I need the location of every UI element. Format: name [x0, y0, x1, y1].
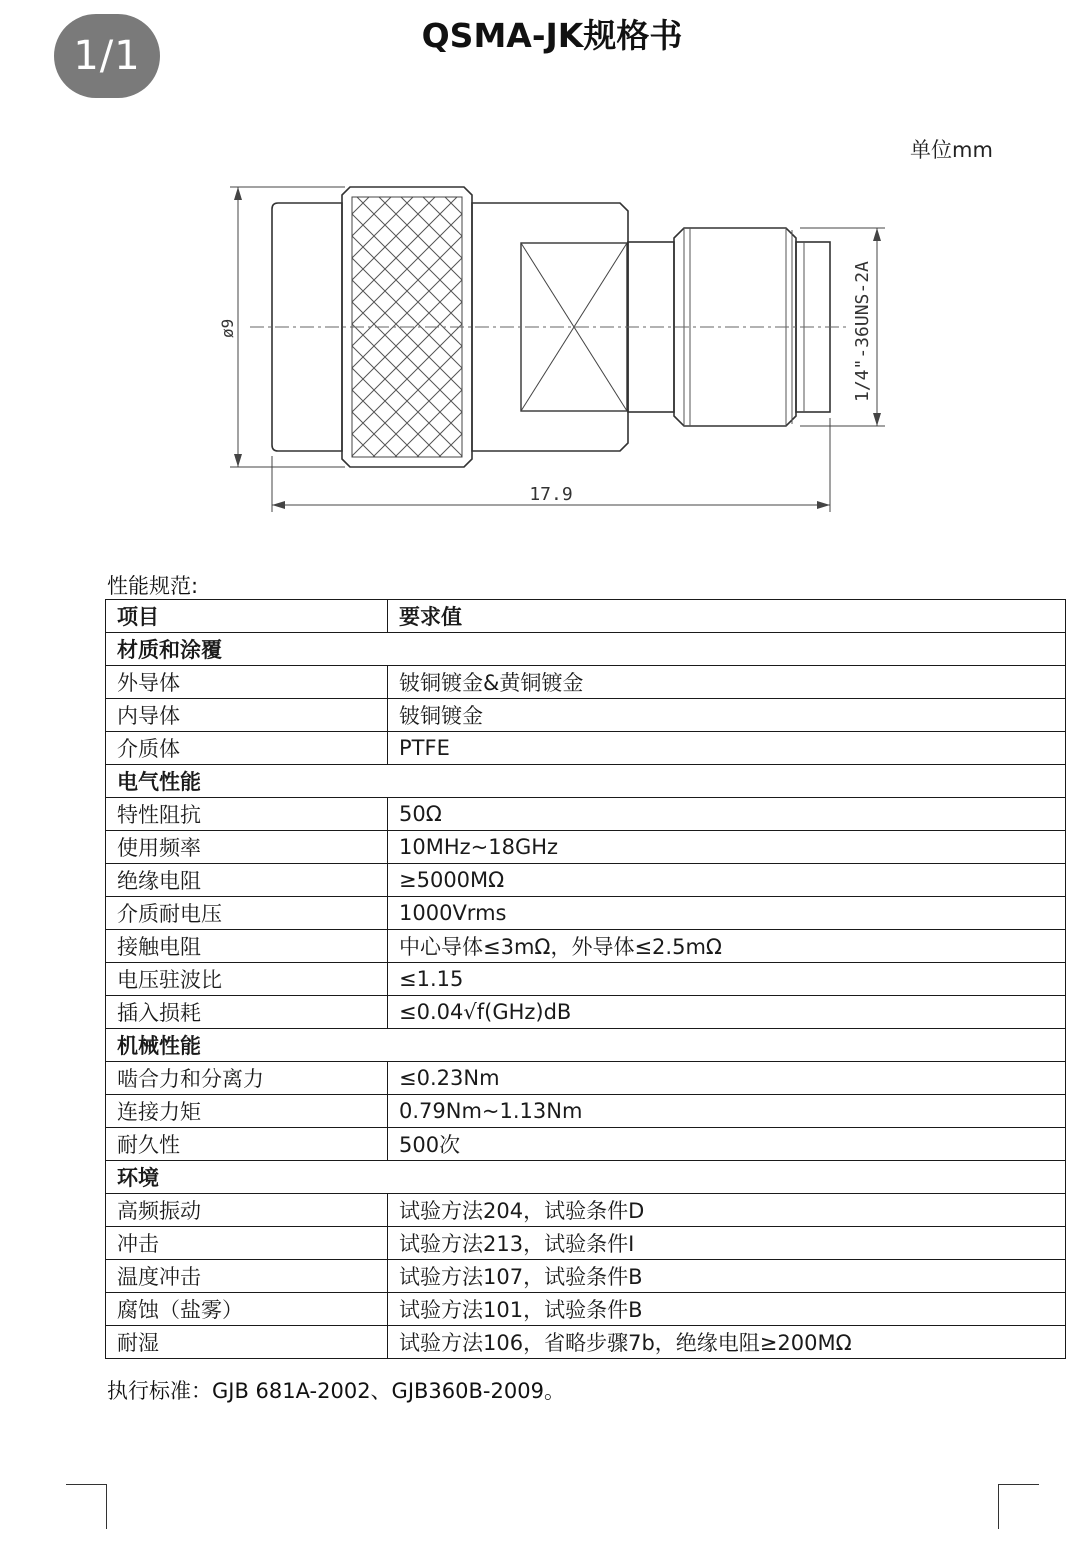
length-label: 17.9 — [529, 484, 573, 505]
table-row — [106, 930, 1066, 963]
value-cell: 50Ω — [388, 798, 1066, 831]
item-cell: 电压驻波比 — [106, 963, 388, 996]
table-row — [106, 864, 1066, 897]
value-cell: 试验方法204，试验条件D — [388, 1194, 1066, 1227]
item-cell: 使用频率 — [106, 831, 388, 864]
item-cell: 绝缘电阻 — [106, 864, 388, 897]
value-cell: 0.79Nm~1.13Nm — [388, 1095, 1066, 1128]
value-cell: ≤1.15 — [388, 963, 1066, 996]
value-cell: 500次 — [388, 1128, 1066, 1161]
table-row — [106, 1326, 1066, 1359]
value-cell: 铍铜镀金&黄铜镀金 — [388, 666, 1066, 699]
item-cell: 腐蚀（盐雾） — [106, 1293, 388, 1326]
value-cell: 10MHz~18GHz — [388, 831, 1066, 864]
item-cell: 内导体 — [106, 699, 388, 732]
value-cell: 试验方法213，试验条件I — [388, 1227, 1066, 1260]
group-label: 环境 — [106, 1161, 1066, 1194]
value-cell: 试验方法101，试验条件B — [388, 1293, 1066, 1326]
page-indicator-badge: 1/1 — [54, 14, 160, 98]
item-cell: 啮合力和分离力 — [106, 1062, 388, 1095]
item-cell: 外导体 — [106, 666, 388, 699]
table-row — [106, 732, 1066, 765]
crop-mark-right — [998, 1484, 1039, 1529]
table-group-row — [106, 1029, 1066, 1062]
table-row — [106, 963, 1066, 996]
spec-table — [105, 599, 1066, 1359]
group-label: 材质和涂覆 — [106, 633, 1066, 666]
table-row — [106, 1128, 1066, 1161]
section-title: 性能规范: — [107, 574, 199, 598]
item-cell: 高频振动 — [106, 1194, 388, 1227]
value-cell: 试验方法106，省略步骤7b，绝缘电阻≥200MΩ — [388, 1326, 1066, 1359]
item-cell: 耐湿 — [106, 1326, 388, 1359]
table-row — [106, 831, 1066, 864]
value-cell: ≤0.23Nm — [388, 1062, 1066, 1095]
value-cell: 铍铜镀金 — [388, 699, 1066, 732]
value-cell: ≥5000MΩ — [388, 864, 1066, 897]
item-cell: 接触电阻 — [106, 930, 388, 963]
value-cell: PTFE — [388, 732, 1066, 765]
table-row — [106, 1062, 1066, 1095]
item-cell: 介质耐电压 — [106, 897, 388, 930]
table-row — [106, 1260, 1066, 1293]
table-row — [106, 699, 1066, 732]
item-cell: 连接力矩 — [106, 1095, 388, 1128]
item-cell: 特性阻抗 — [106, 798, 388, 831]
unit-label: 单位mm — [910, 138, 993, 162]
group-label: 机械性能 — [106, 1029, 1066, 1062]
item-cell: 温度冲击 — [106, 1260, 388, 1293]
crop-mark-left — [66, 1484, 107, 1529]
value-cell: 中心导体≤3mΩ，外导体≤2.5mΩ — [388, 930, 1066, 963]
value-cell: ≤0.04√f(GHz)dB — [388, 996, 1066, 1029]
item-cell: 耐久性 — [106, 1128, 388, 1161]
execution-standard: 执行标准：GJB 681A-2002、GJB360B-2009。 — [107, 1379, 565, 1403]
diameter-label: ø9 — [218, 318, 237, 338]
table-row — [106, 1293, 1066, 1326]
table-row — [106, 897, 1066, 930]
table-group-row — [106, 765, 1066, 798]
table-row — [106, 1227, 1066, 1260]
value-cell: 试验方法107，试验条件B — [388, 1260, 1066, 1293]
table-header-row — [106, 600, 1066, 633]
item-cell: 介质体 — [106, 732, 388, 765]
table-group-row — [106, 633, 1066, 666]
thread-label: 1/4"-36UNS-2A — [852, 261, 873, 402]
table-row — [106, 1095, 1066, 1128]
item-cell: 插入损耗 — [106, 996, 388, 1029]
table-group-row — [106, 1161, 1066, 1194]
connector-technical-drawing — [0, 170, 1080, 530]
table-row — [106, 1194, 1066, 1227]
table-row — [106, 996, 1066, 1029]
header-item: 项目 — [106, 600, 388, 633]
document-title: QSMA-JK规格书 — [421, 16, 683, 55]
header-value: 要求值 — [388, 600, 1066, 633]
value-cell: 1000Vrms — [388, 897, 1066, 930]
table-row — [106, 666, 1066, 699]
item-cell: 冲击 — [106, 1227, 388, 1260]
table-row — [106, 798, 1066, 831]
group-label: 电气性能 — [106, 765, 1066, 798]
